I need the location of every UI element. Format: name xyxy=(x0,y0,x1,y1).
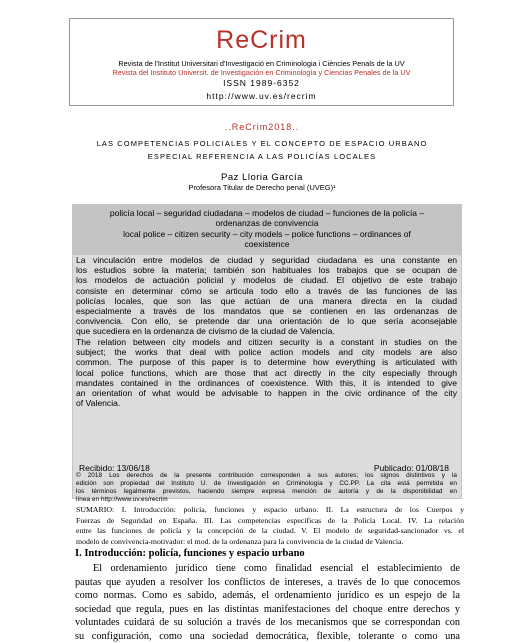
copyright-line: © 2018 Los derechos de la presente contribución corresponden a sus autores; los signos distintivos y la xyxy=(76,472,457,479)
abstract-en-line: mandates contained in the ordinances of coexistence. With this, it is intended to give xyxy=(76,377,457,388)
summary-line: SUMARIO: I. Introducción: policía, funciones y espacio urbano. II. La estructura de los Cuerpos y xyxy=(76,505,464,514)
abstract-en-line: of Valencia. xyxy=(76,398,121,409)
author-affiliation: Profesora Titular de Derecho penal (UVEG)¹ xyxy=(188,183,336,192)
journal-subtitle-spanish: Revista del Instituto Universit. de Investigación en Criminología y Ciencias Penales de la UV xyxy=(112,68,411,77)
article-title-line-2: ESPECIAL REFERENCIA A LAS POLICÍAS LOCALES xyxy=(147,152,377,161)
keywords-spanish-line-1: policía local – seguridad ciudadana – modelos de ciudad – funciones de la policía – xyxy=(109,208,425,218)
body-paragraph-line: voluntades cuidará de su solución a través de los mecanismos que se correspondan con xyxy=(75,617,460,628)
body-paragraph-line: su configuración, como una sociedad democrática, flexible, tolerante o como una xyxy=(75,630,460,642)
copyright-line: edición son propiedad del Instituto U. de Investigación en Criminología y CC.PP. La cita está permitida en xyxy=(76,480,457,487)
body-paragraph-line: sociedad que regula, pues en las distintas manifestaciones del choque entre derechos y xyxy=(75,603,460,615)
abstract-es-line: policías locales, que son las que actúan de una manera directa en la ciudad xyxy=(76,295,457,306)
body-paragraph-line: pautas que ayuden a resolver los conflictos de intereses, a través de lo que conocemos xyxy=(75,576,460,588)
abstract-es-line: los estudios sobre la materia; también son habituales los trabajos que se ocupan de xyxy=(76,265,457,276)
abstract-en-line: local police functions, which are those that act directly in the city especially through xyxy=(76,367,457,378)
keywords-spanish-line-2: ordenanzas de convivencia xyxy=(215,218,319,228)
abstract-en-line: an orientation of what would be advisable to happen in the civic ordinance of the city xyxy=(76,388,457,398)
journal-issn: ISSN 1989-6352 xyxy=(223,78,300,88)
summary-line: modelo de convivencia-motivador: el mod. de la ordenanza para la convivencia de la ciudad de Valencia. xyxy=(76,536,404,546)
keywords-english-line-1: local police – citizen security – city models – police functions – ordinances of xyxy=(123,229,411,239)
received-date: Recibido: 13/06/18 xyxy=(79,463,150,473)
copyright-line: los términos legalmente previstos, haciendo siempre expresa mención de autoría y de la disponibilidad en xyxy=(76,488,457,495)
issue-tag: ..ReCrim2018.. xyxy=(224,122,300,132)
keywords-english-line-2: coexistence xyxy=(244,239,290,249)
abstract-es-line: que sucediera en la ordenanza de civismo de la ciudad de Valencia. xyxy=(76,326,335,337)
journal-header-box xyxy=(69,18,454,106)
abstract-en-line: common. The purpose of this paper is to determine how everything is articulated with xyxy=(76,357,457,368)
copyright-line: línea en http://www.uv.es/recrim xyxy=(76,496,168,503)
abstract-box xyxy=(72,204,462,503)
summary-line: entre las funciones de policía y la concepción de la ciudad. V. El modelo de seguridad-sancionador vs. el xyxy=(76,526,464,535)
body-paragraph-line: como normas. Como es sabido, además, el ordenamiento jurídico es un espejo de la xyxy=(75,590,460,601)
article-title-line-1: LAS COMPETENCIAS POLICIALES Y EL CONCEPTO DE ESPACIO URBANO xyxy=(96,139,428,148)
journal-url[interactable]: http://www.uv.es/recrim xyxy=(206,91,317,101)
author-name: Paz Lloria García xyxy=(221,172,303,183)
abstract-es-line: los modelos de actuación policial y modelos de ciudad. El objetivo de este trabajo xyxy=(76,275,457,286)
abstract-es-line: consiste en determinar cómo se articula todo ello a través de las funciones de las xyxy=(76,285,457,296)
abstract-es-line: convivencia. Con ello, se pretende dar una orientación de lo que sería aconsejable xyxy=(76,316,457,327)
body-paragraph-line: El ordenamiento jurídico tiene como finalidad esencial el establecimiento de xyxy=(93,563,460,574)
published-date: Publicado: 01/08/18 xyxy=(373,463,449,473)
abstract-en-line: subject; the works that deal with police action models and city models are also xyxy=(76,347,457,358)
abstract-es-line: La vinculación entre modelos de ciudad y seguridad ciudadana es una constante en xyxy=(76,255,457,265)
abstract-es-line: especialmente a través de los mandatos que se contienen en las ordenanzas de xyxy=(76,306,457,316)
journal-subtitle-catalan: Revista de l'Institut Universitari d'Investigació en Criminologia i Ciències Penals de la UV xyxy=(118,59,405,68)
journal-name: ReCrim xyxy=(216,26,307,54)
abstract-en-line: The relation between city models and citizen security is a constant in studies on the xyxy=(76,337,457,347)
section-heading: I. Introducción: policía, funciones y espacio urbano xyxy=(75,548,305,559)
keywords-band xyxy=(73,205,461,255)
summary-line: Fuerzas de Seguridad en España. III. Las competencias específicas de la Policía Local. IV. La relación xyxy=(76,515,464,525)
